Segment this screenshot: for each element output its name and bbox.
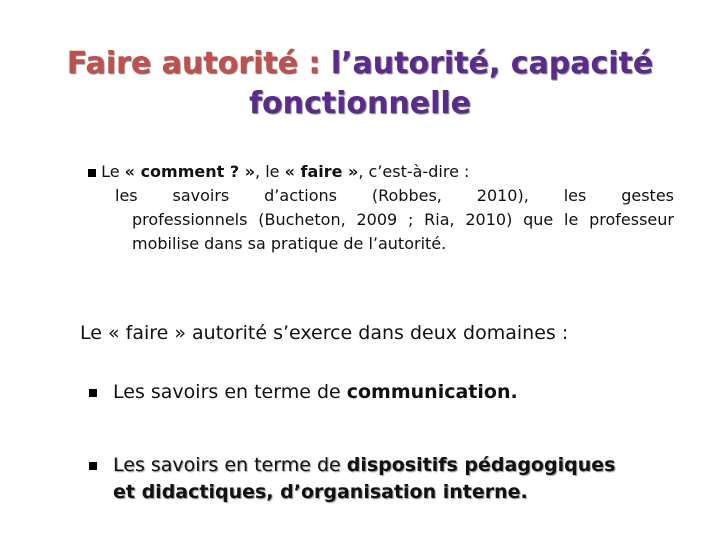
intro-line-2: les savoirs d’actions (Robbes, 2010), les gestes: [115, 186, 674, 205]
list-item-dispositifs: [113, 452, 615, 506]
item2-bold-1: dispositifs pédagogiques: [346, 454, 616, 476]
slide-title: [0, 44, 720, 124]
square-bullet-icon: [88, 169, 96, 177]
intro-text-a: Le: [101, 162, 125, 181]
intro-comment: « comment ? »: [124, 162, 256, 181]
square-bullet-icon: [89, 389, 97, 397]
intro-rest: professionnels (Bucheton, 2009 ; Ria, 2010) que le professeur mobilise dans sa pratique de l’autorité.: [132, 210, 674, 253]
item1-bold: communication.: [346, 381, 518, 403]
intro-text-c: , le: [255, 162, 285, 181]
square-bullet-icon: [89, 462, 97, 470]
intro-text-e: , c’est-à-dire :: [358, 162, 470, 181]
title-part-3: fonctionnelle: [248, 86, 471, 121]
list-item-communication: [113, 379, 518, 406]
title-part-2: l’autorité, capacité: [330, 46, 654, 81]
item1-prefix: Les savoirs en terme de: [113, 381, 347, 403]
item2-prefix: Les savoirs en terme de: [113, 454, 347, 476]
item2-bold-2: et didactiques, d’organisation interne.: [113, 481, 528, 503]
intro-line-1: [88, 160, 674, 184]
domains-intro: Le « faire » autorité s’exerce dans deux domaines :: [80, 322, 569, 344]
intro-faire: « faire »: [284, 162, 359, 181]
title-part-1: Faire autorité :: [66, 46, 331, 81]
intro-paragraph: [101, 160, 674, 256]
